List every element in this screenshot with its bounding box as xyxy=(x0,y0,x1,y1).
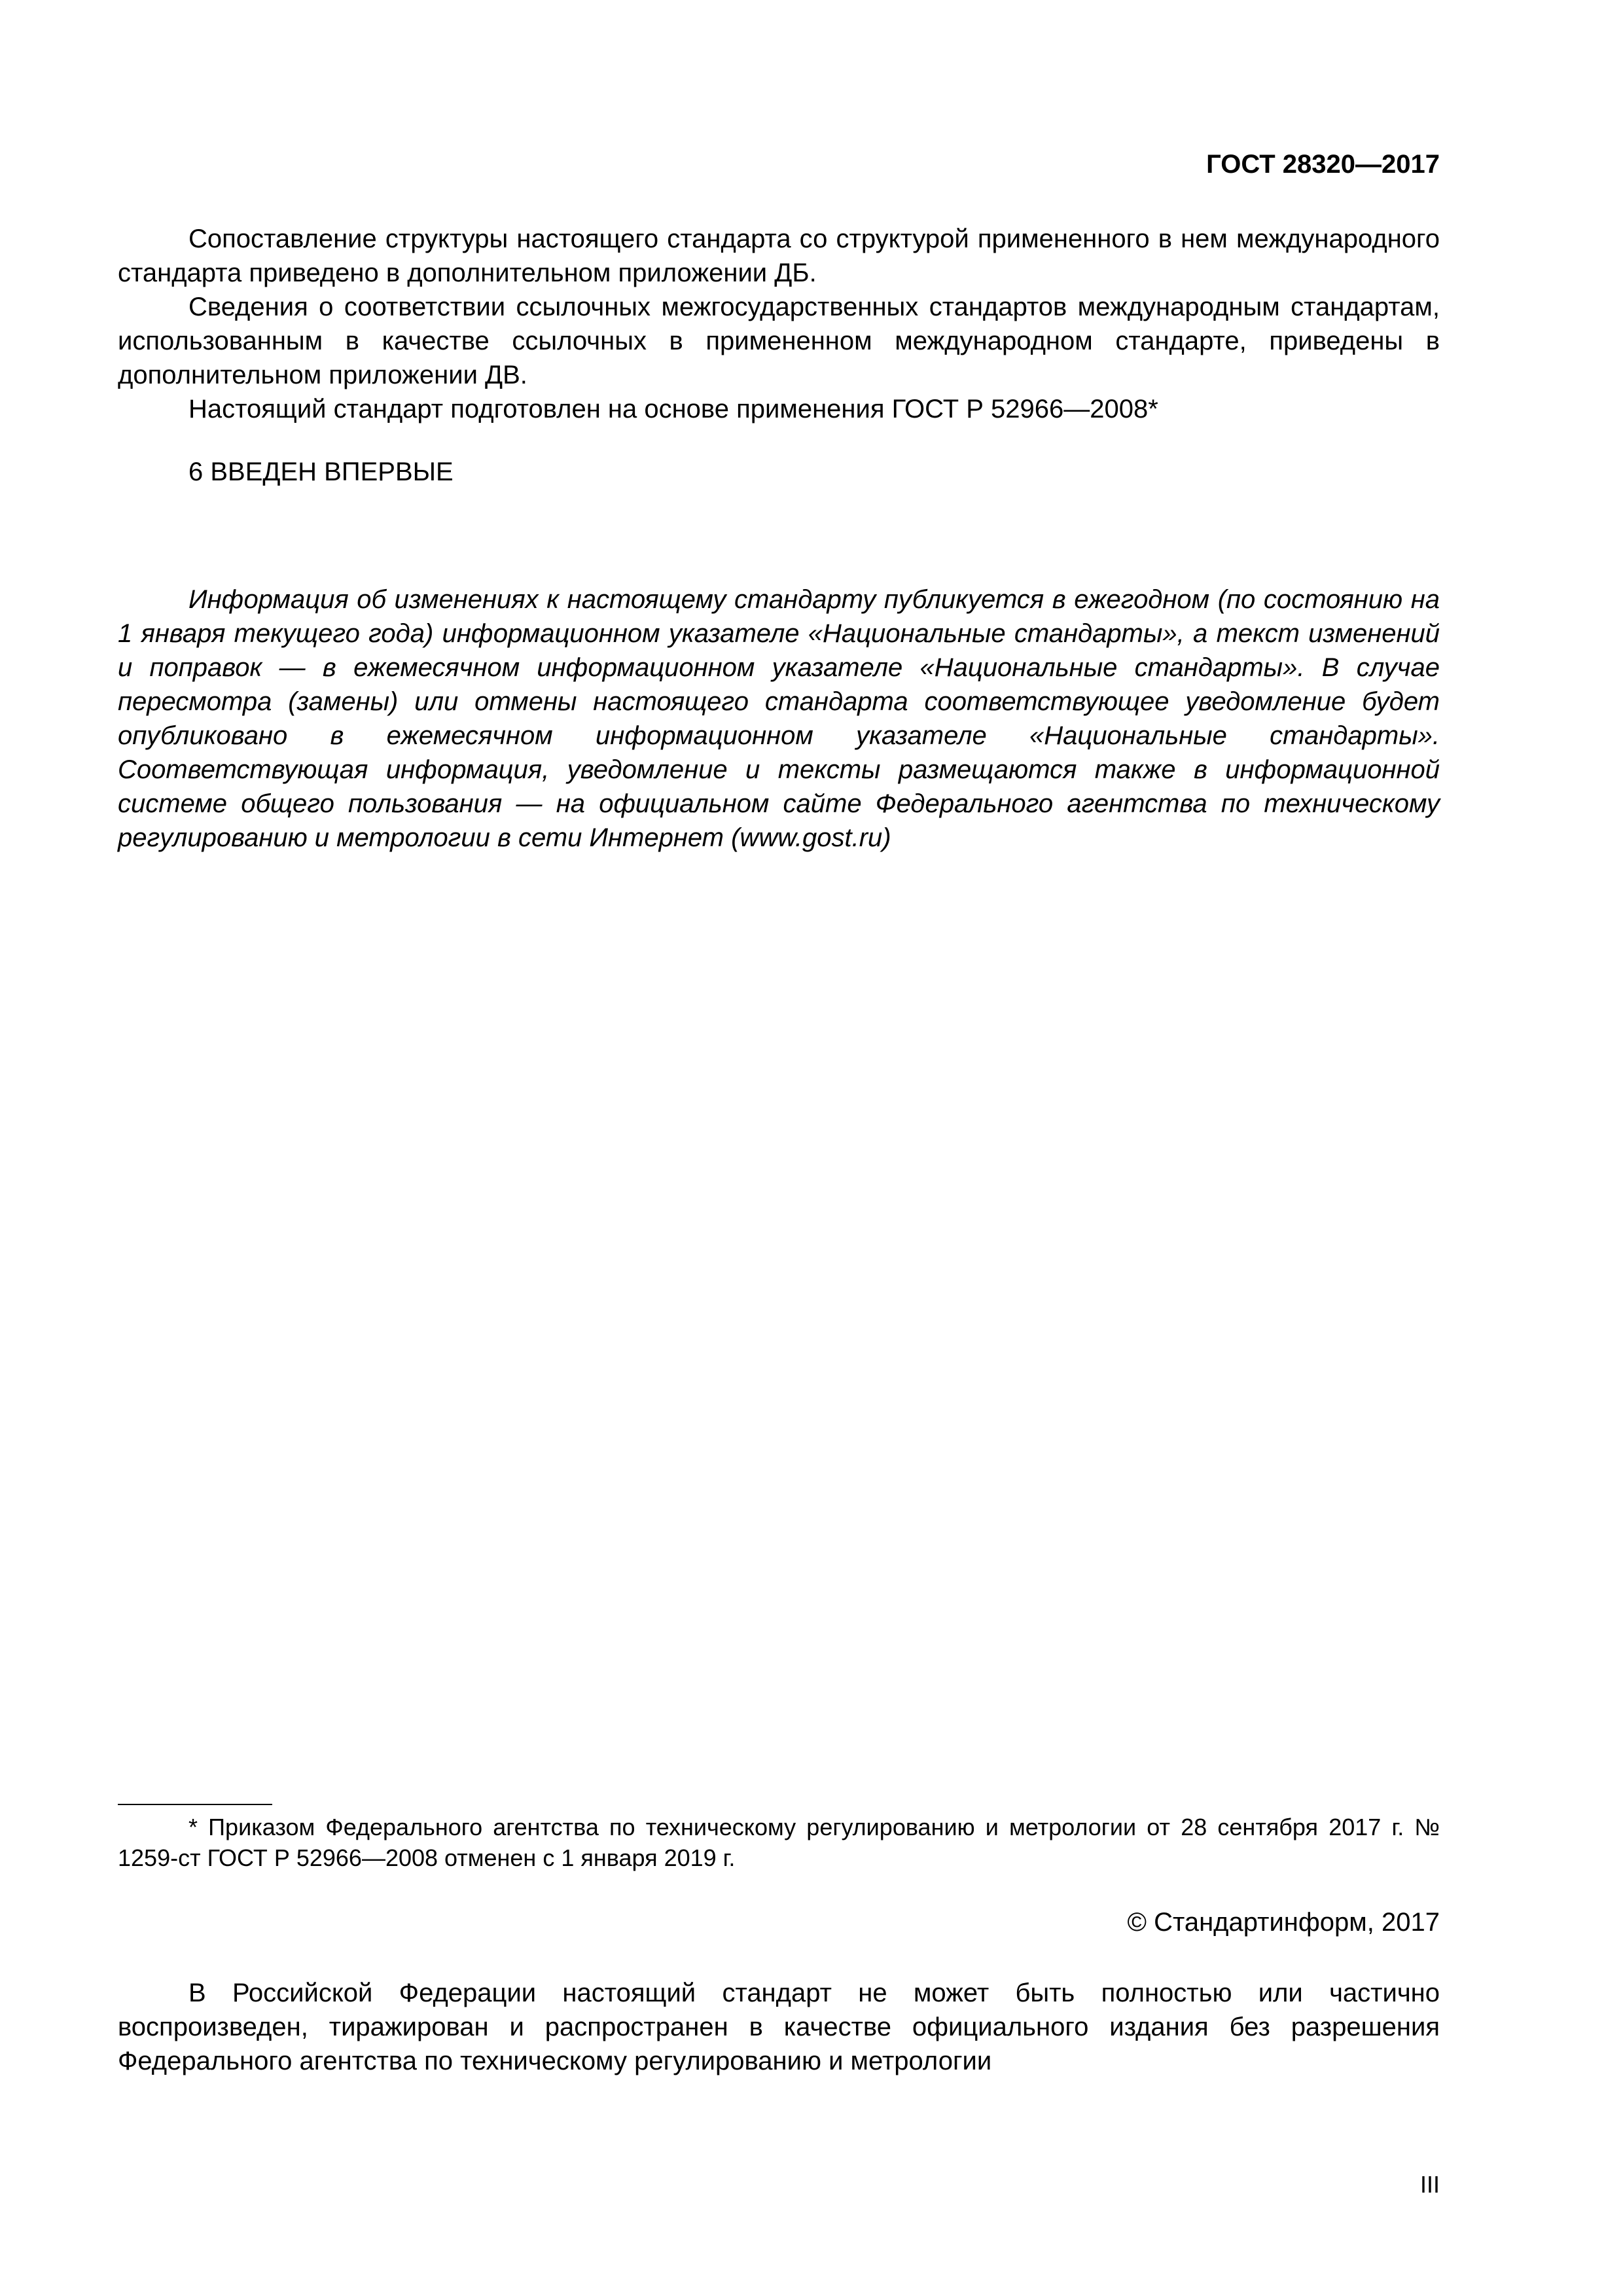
change-info-paragraph: Информация об изменениях к настоящему стандарту публикуется в ежегодном (по состоянию на 1 января текущего года) информационном указателе «Национальные стандарты», а текст изменений и поправок — в ежемесячном информационном указателе «Национальные стандарты». В случае пересмотра (замены) или отмены настоящего стандарта соответствующее уведомление будет опубликовано в ежемесячном информационном указателе «Национальные стандарты». Соответствующая информация, уведомление и тексты размещаются также в информационной системе общего пользования — на официальном сайте Федерального агентства по техническому регулированию и метрологии в сети Интернет (www.gost.ru) xyxy=(118,585,1440,852)
footnote-separator xyxy=(118,1804,272,1805)
edition-item-6: 6 ВВЕДЕН ВПЕРВЫЕ xyxy=(188,457,454,486)
preface-paragraph-references: Сведения о соответствии ссылочных межгосударственных стандартов международным стандартам, использованным в качестве ссылочных в примененном международном стандарте, приведены в дополнительном приложении ДВ. xyxy=(118,293,1440,389)
preface-paragraph-basis: Настоящий стандарт подготовлен на основе применения ГОСТ Р 52966—2008* xyxy=(188,395,1158,423)
edition-section xyxy=(118,455,1440,489)
rights-section xyxy=(118,1976,1440,2078)
change-info-section xyxy=(118,583,1440,855)
copyright-line: © Стандартинформ, 2017 xyxy=(1127,1908,1440,1937)
document-code-header: ГОСТ 28320—2017 xyxy=(1206,150,1440,179)
preface-section xyxy=(118,222,1440,426)
rights-notice: В Российской Федерации настоящий стандарт не может быть полностью или частично воспроизведен, тиражирован и распространен в качестве официального издания без разрешения Федерального агентства по техническому регулированию и метрологии xyxy=(118,1979,1440,2075)
preface-paragraph-structure: Сопоставление структуры настоящего стандарта со структурой примененного в нем международного стандарта приведено в дополнительном приложении ДБ. xyxy=(118,224,1440,287)
page-number: III xyxy=(1419,2171,1440,2198)
footnote: * Приказом Федерального агентства по техническому регулированию и метрологии от 28 сентября 2017 г. № 1259-ст ГОСТ Р 52966—2008 отменен с 1 января 2019 г. xyxy=(118,1814,1440,1871)
